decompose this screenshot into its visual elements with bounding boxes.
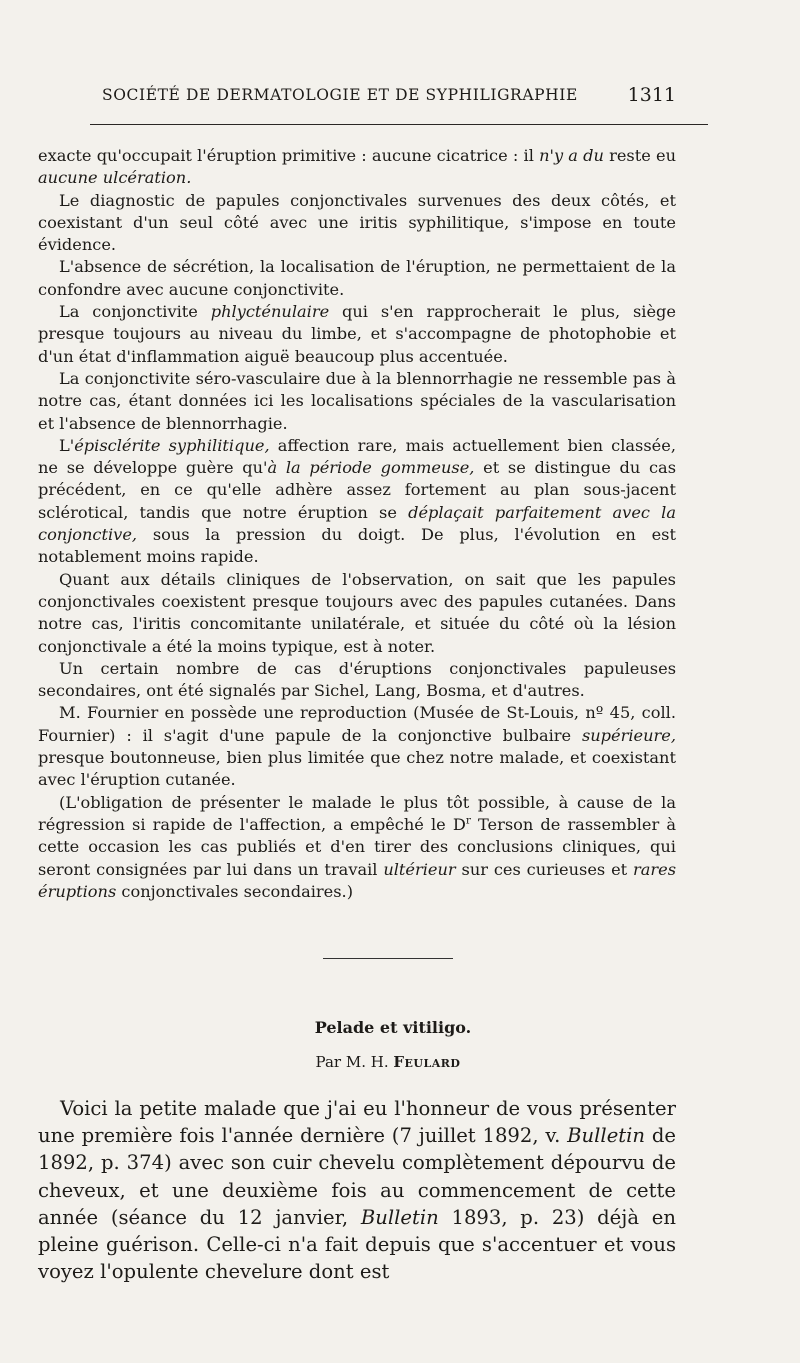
text-run: La conjonctivite séro-vasculaire due à la blennorrhagie ne ressemble pas à notre cas, étant données ici les localisations spéciales de la vascularisation et l'absence de blennorrhagie.: [38, 368, 676, 433]
italic-text: à la période gommeuse,: [267, 458, 475, 478]
text-run: Terson de rassembler à cette occasion les cas publiés et d'en tirer des conclusions cliniques, qui seront consignées par lui dans un travail: [38, 814, 676, 879]
italic-text: Bulletin: [360, 1205, 439, 1229]
text-run: qui s'en rapprocherait le plus, siège presque toujours au niveau du limbe, et s'accompagne de photophobie et d'un état d'inflammation aiguë beaucoup plus accentuée.: [38, 302, 676, 366]
text-run: presque boutonneuse, bien plus limitée que chez notre malade, et coexistant avec l'éruption cutanée.: [38, 748, 676, 790]
text-run: (L'obligation de présenter le malade le plus tôt possible, à cause de la régression si rapide de l'affection, a empêché le D: [38, 792, 676, 834]
text-run: exacte qu'occupait l'éruption primitive : aucune cicatrice : il: [38, 146, 540, 165]
paragraph: [38, 658, 676, 703]
text-run: Le diagnostic de papules conjonctivales survenues des deux côtés, et coexistant d'un seul côté avec une iritis syphilitique, s'impose en toute évidence.: [38, 190, 676, 255]
byline-prefix: Par M. H.: [315, 1053, 389, 1071]
paragraph: [38, 702, 676, 791]
text-run: Un certain nombre de cas d'éruptions conjonctivales papuleuses secondaires, ont été signalés par Sichel, Lang, Bosma, et d'autres.: [38, 658, 676, 701]
italic-text: rares éruptions: [38, 859, 677, 901]
italic-text: aucune ulcération.: [38, 168, 192, 188]
text-run: et se distingue du cas précédent, en ce qu'elle adhère assez fortement au plan sous-jacent sclérotical, tandis que notre éruption se: [38, 458, 676, 522]
italic-text: déplaçait parfaitement avec la conjonctive,: [38, 502, 676, 545]
paragraph: [38, 569, 676, 658]
running-head: [38, 86, 676, 116]
byline: [38, 1053, 738, 1071]
text-run: M. Fournier en possède une reproduction (Musée de St-Louis, nº 45, coll. Fournier) : il s'agit d'une papule de la conjonctive bulbaire: [38, 703, 676, 745]
paragraph: [38, 256, 676, 301]
paragraph: [38, 190, 676, 257]
text-run: affection rare, mais actuellement bien classée, ne se développe guère qu': [38, 435, 676, 478]
byline-author: Feulard: [393, 1053, 461, 1071]
text-run: Quant aux détails cliniques de l'observation, on sait que les papules conjonctivales coexistent presque toujours avec des papules cutanées. Dans notre cas, l'iritis concomitante unilatérale, et située du côté où la lésion conjonctivale a été la moins typique, est à noter.: [38, 569, 676, 656]
paragraph: [38, 792, 676, 903]
section-title: Pelade et vitiligo.: [314, 1018, 472, 1037]
text-run: reste eu: [603, 146, 677, 165]
text-run: La conjonctivite: [59, 302, 211, 322]
italic-text: n'y a du: [539, 146, 604, 165]
italic-text: ultérieur: [383, 859, 456, 879]
section-body-text: [38, 1095, 676, 1285]
text-run: sous la pression du doigt. De plus, l'évolution en est notablement moins rapide.: [38, 525, 676, 567]
paragraph: [38, 301, 676, 368]
text-run: L'absence de sécrétion, la localisation de l'éruption, ne permettaient de la confondre avec aucune conjonctivite.: [38, 257, 676, 299]
superscript-text: r: [465, 814, 471, 827]
body-text: [38, 145, 676, 903]
italic-text: supérieure,: [581, 725, 676, 745]
section-separator: [323, 958, 453, 959]
text-run: 1893, p. 23) déjà en pleine guérison. Celle-ci n'a fait depuis que s'accentuer et vous voyez l'opulente chevelure dont est: [38, 1205, 676, 1284]
text-run: conjonctivales secondaires.): [116, 881, 354, 901]
italic-text: phlycténulaire: [210, 302, 330, 322]
paragraph: [38, 1095, 676, 1285]
running-title: SOCIÉTÉ DE DERMATOLOGIE ET DE SYPHILIGRAPHIE: [102, 86, 578, 104]
italic-text: épisclérite syphilitique,: [74, 435, 270, 455]
paragraph: [38, 368, 676, 435]
page-number: 1311: [627, 84, 676, 106]
text-run: L': [59, 435, 75, 455]
paragraph: [38, 435, 676, 569]
header-rule: [90, 124, 708, 125]
text-run: de 1892, p. 374) avec son cuir chevelu complètement dépourvu de cheveux, et une deuxième fois au commencement de cette année (séance du 12 janvier,: [38, 1124, 676, 1229]
text-run: sur ces curieuses et: [455, 859, 633, 879]
text-run: Voici la petite malade que j'ai eu l'honneur de vous présenter une première fois l'année dernière (7 juillet 1892, v.: [38, 1097, 676, 1148]
italic-text: Bulletin: [567, 1124, 646, 1148]
paragraph: [38, 145, 676, 190]
